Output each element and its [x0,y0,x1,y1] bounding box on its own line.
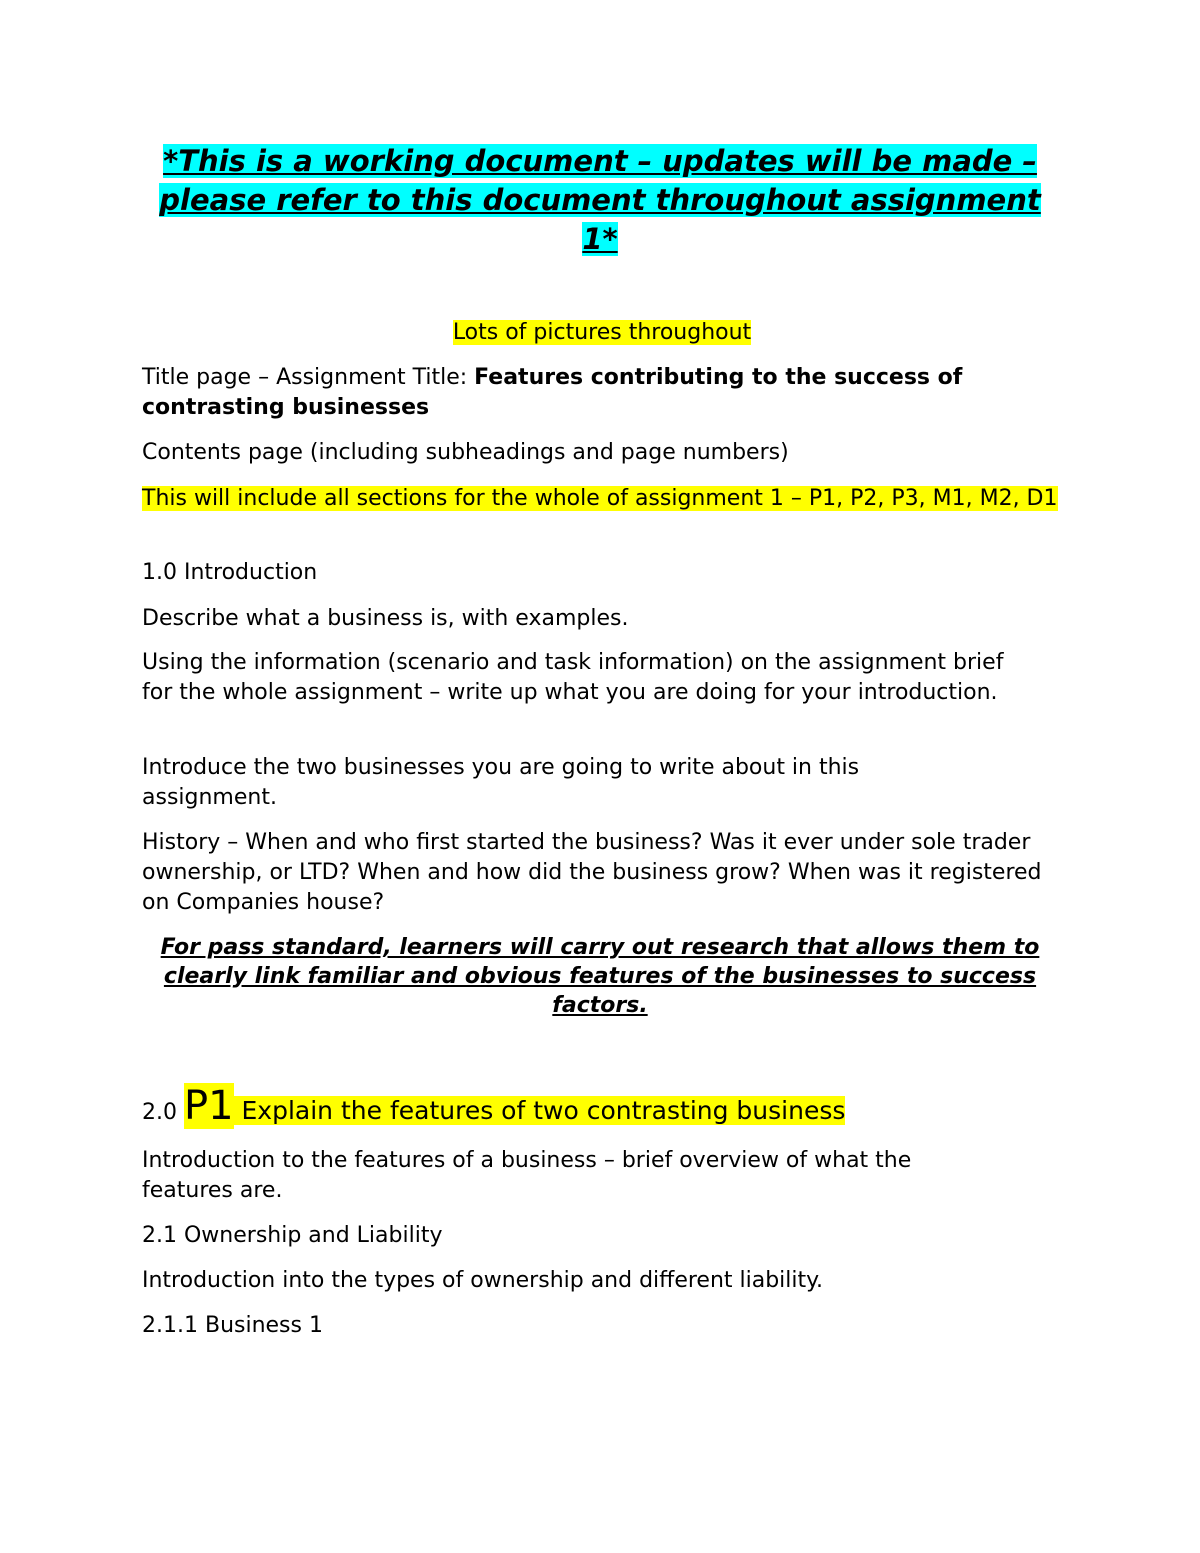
history-paragraph: History – When and who first started the business? Was it ever under sole trader ownership, or LTD? When and how did the business grow? When was it registered on Companies house? [142,830,1042,915]
section-number: 2.0 [142,1100,184,1125]
describe-business-line: Describe what a business is, with examples. [142,606,629,631]
intro-heading: 1.0 Introduction [142,560,318,585]
section-p1-heading [142,1083,1062,1133]
introduce-two-paragraph: Introduce the two businesses you are going to write about in this assignment. [142,755,860,810]
sections-note [142,484,1062,514]
ownership-intro-line: Introduction into the types of ownership and different liability. [142,1268,824,1293]
title-page-prefix: Title page – Assignment Title: [142,365,475,390]
ownership-heading: 2.1 Ownership and Liability [142,1223,443,1248]
sections-note-text: This will include all sections for the whole of assignment 1 – P1, P2, P3, M1, M2, D1 [142,486,1058,511]
section-code: P1 [183,1083,234,1129]
title-page-line [142,363,1062,423]
section-title: Explain the features of two contrasting business [233,1096,846,1125]
pass-standard-paragraph: For pass standard, learners will carry out research that allows them to clearly link familiar and obvious features of the businesses to success factors. [160,935,1040,1018]
assignment-title: Features contributing to the success of contrasting businesses [142,365,963,420]
contents-page-line: Contents page (including subheadings and page numbers) [142,440,789,465]
pictures-note-text: Lots of pictures throughout [452,320,752,345]
notice-text: *This is a working document – updates will be made – please refer to this document throughout assignment 1* [159,144,1041,256]
using-info-paragraph: Using the information (scenario and task information) on the assignment brief for the whole assignment – write up what you are doing for your introduction. [142,650,1004,705]
working-document-notice [140,142,1060,259]
features-intro-paragraph: Introduction to the features of a business – brief overview of what the features are. [142,1148,912,1203]
business1-heading: 2.1.1 Business 1 [142,1313,323,1338]
pictures-note [142,318,1062,348]
